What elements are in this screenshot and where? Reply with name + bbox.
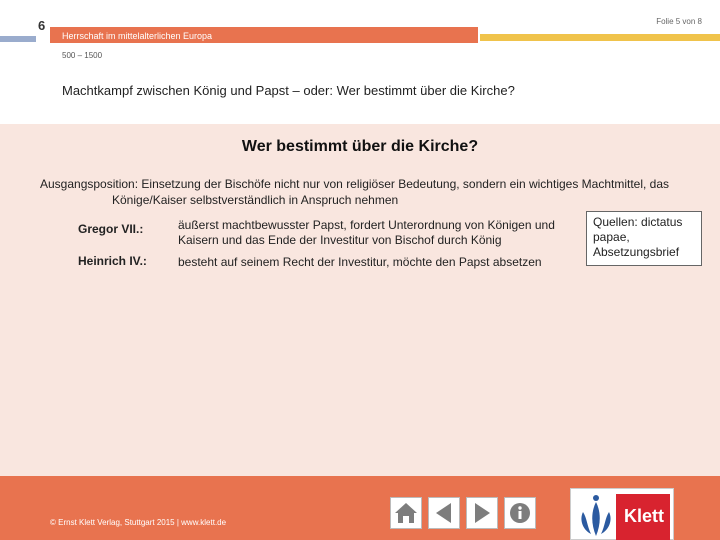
starting-position-text: Ausgangsposition: Einsetzung der Bischöfe nicht nur von religiöser Bedeutung, sondern ein wichtiges Machtmittel, das Könige/Kaiser selbstverständlich in Anspruch nehmen (40, 177, 670, 207)
content-heading: Wer bestimmt über die Kirche? (241, 138, 479, 155)
klett-logo-text: Klett (624, 506, 664, 526)
klett-emblem-icon (573, 490, 619, 540)
slide-title: Machtkampf zwischen König und Papst – oder: Wer bestimmt über die Kirche? (62, 83, 515, 98)
sources-box: Quellen: dictatus papae, Absetzungsbrief (586, 211, 702, 266)
header-title: Herrschaft im mittelalterlichen Europa (62, 31, 213, 41)
chapter-number: 6 (38, 18, 46, 33)
top-stripe-blue (0, 36, 36, 42)
arrow-left-icon (429, 498, 459, 528)
home-icon (391, 498, 421, 528)
period-label: 500 – 1500 (62, 51, 103, 60)
person-name-gregor: Gregor VII.: (78, 222, 144, 236)
info-icon (505, 498, 535, 528)
previous-slide-button[interactable] (428, 497, 460, 529)
person-name-heinrich: Heinrich IV.: (78, 254, 147, 268)
person-description-gregor: äußerst machtbewusster Papst, fordert Unterordnung von Königen und Kaisern und das Ende der Investitur von Bischof durch König (178, 218, 555, 247)
next-slide-button[interactable] (466, 497, 498, 529)
person-description-heinrich: besteht auf seinem Recht der Investitur, möchte den Papst absetzen (178, 255, 542, 269)
top-stripe-yellow (480, 34, 720, 41)
arrow-right-icon (467, 498, 497, 528)
slide-counter: Folie 5 von 8 (656, 17, 702, 26)
copyright-text: © Ernst Klett Verlag, Stuttgart 2015 | www.klett.de (50, 518, 227, 527)
home-button[interactable] (390, 497, 422, 529)
info-button[interactable] (504, 497, 536, 529)
